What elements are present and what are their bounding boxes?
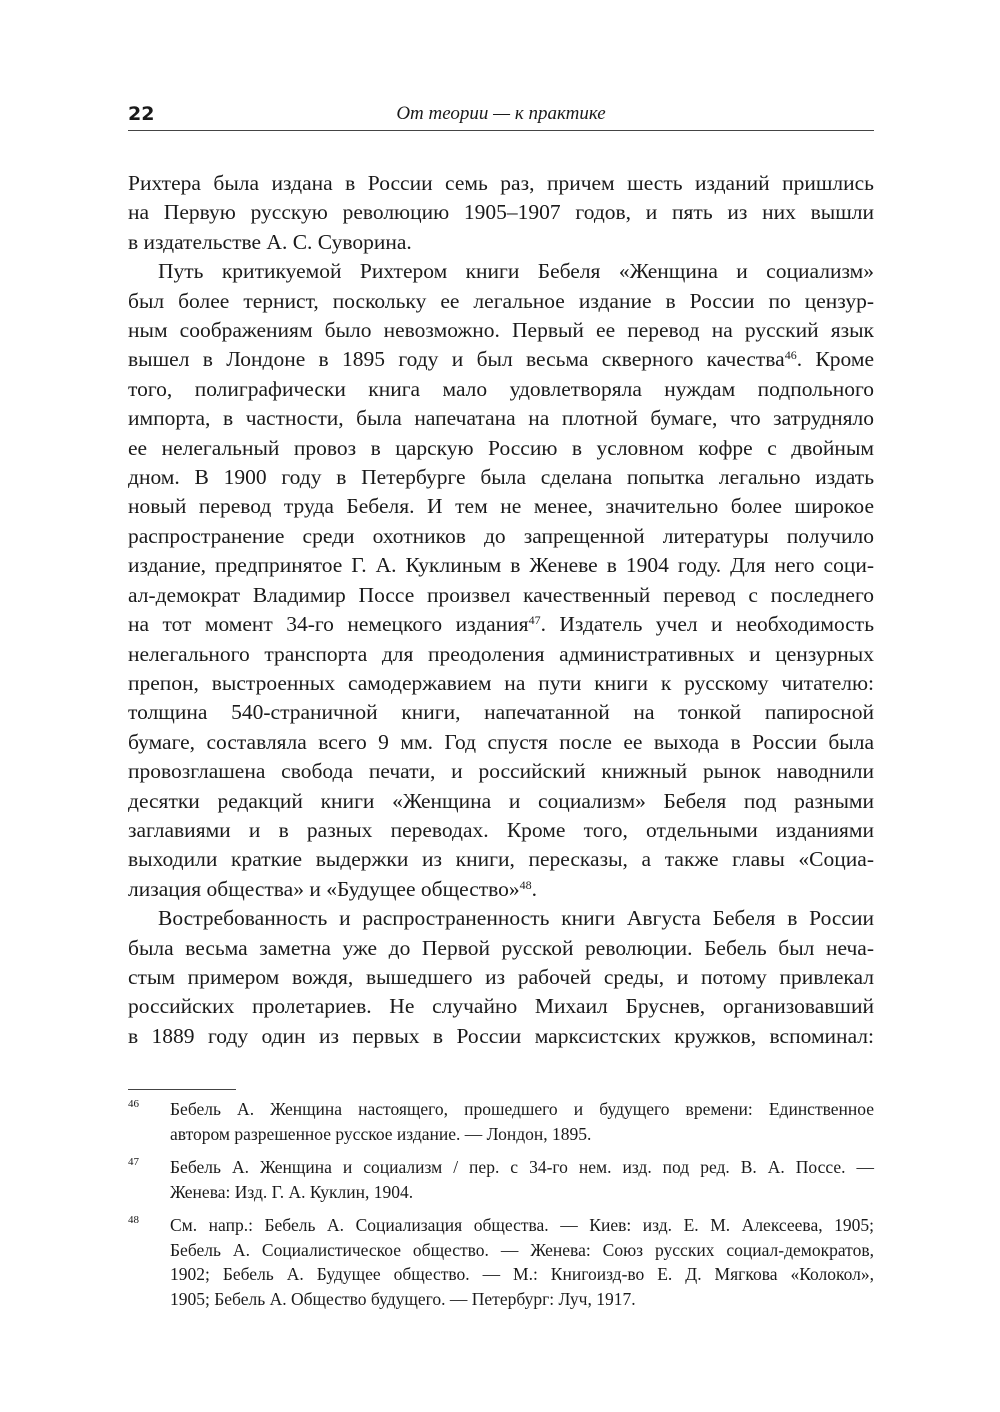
footnote-47 — [128, 1155, 874, 1204]
text-line: Путь критикуемой Рихтером книги Бебеля «Женщина и социализм» — [158, 259, 874, 284]
running-head — [128, 100, 874, 128]
text-line: бумаге, составляла всего 9 мм. Год спустя после ее выхода в России была — [128, 729, 874, 754]
footnote-line: Бебель А. Женщина и социализм / пер. с 34-го нем. изд. под ред. В. А. Поссе. — — [170, 1157, 874, 1177]
text-line: российских пролетариев. Не случайно Михаил Бруснев, организовавший — [128, 994, 874, 1019]
text-line: импорта, в частности, была напечатана на плотной бумаге, что затрудняло — [128, 406, 874, 431]
paragraph-1 — [128, 169, 874, 257]
text-line: десятки редакций книги «Женщина и социализм» Бебеля под разными — [128, 788, 874, 813]
footnote-line: Женева: Изд. Г. А. Куклин, 1904. — [170, 1181, 414, 1202]
paragraph-2 — [128, 257, 874, 904]
footnote-number: 47 — [128, 1156, 139, 1168]
text-line: стым примером вождя, вышедшего из рабочей среды, и потому привлекал — [128, 964, 874, 989]
text-fragment: . Издатель учел и необходимость — [540, 612, 874, 637]
text-line: на Первую русскую революцию 1905–1907 годов, и пять из них вышли — [128, 200, 874, 225]
text-fragment: вышел в Лондоне в 1895 году и был весьма скверного качества — [128, 347, 785, 372]
text-line — [128, 345, 874, 374]
header-rule — [128, 130, 874, 131]
footnote-line: 1905; Бебель А. Общество будущего. — Петербург: Луч, 1917. — [170, 1288, 636, 1309]
text-line: распространение среди охотников до запрещенной литературы получило — [128, 523, 874, 548]
footnote-line: См. напр.: Бебель А. Социализация общества. — Киев: изд. Е. М. Алексеева, 1905; — [170, 1215, 874, 1235]
footnote-line: Бебель А. Социалистическое общество. — Женева: Союз русских социал-демократов, — [170, 1239, 874, 1260]
page-number: 22 — [128, 103, 155, 125]
footnote-number: 46 — [128, 1098, 139, 1110]
text-line: толщина 540-страничной книги, напечатанной на тонкой папиросной — [128, 700, 874, 725]
footnote-line: 1902; Бебель А. Будущее общество. — М.: Книгоизд-во Е. Д. Мягкова «Колокол», — [170, 1264, 874, 1284]
footnotes — [128, 1097, 874, 1320]
text-line: ал-демократ Владимир Поссе произвел качественный перевод с последнего — [128, 582, 874, 607]
paragraph-3 — [128, 904, 874, 1051]
text-line — [128, 610, 874, 639]
text-line: в 1889 году один из первых в России марксистских кружков, вспоминал: — [128, 1023, 874, 1048]
text-line: того, полиграфически книга мало удовлетворяла нуждам подпольного — [128, 376, 874, 401]
text-fragment: . — [531, 876, 538, 901]
footnote-48 — [128, 1213, 874, 1311]
text-line: был более тернист, поскольку ее легальное издание в России по цензур- — [128, 288, 874, 313]
text-line: ным соображениям было невозможно. Первый ее перевод на русский язык — [128, 318, 874, 343]
text-line: провозглашена свобода печати, и российский книжный рынок наводнили — [128, 759, 874, 784]
footnote-46 — [128, 1097, 874, 1146]
text-line: новый перевод труда Бебеля. И тем не менее, значительно более широкое — [128, 494, 874, 519]
footnote-line: автором разрешенное русское издание. — Лондон, 1895. — [170, 1123, 592, 1144]
text-line: Рихтера была издана в России семь раз, причем шесть изданий пришлись — [128, 171, 874, 195]
main-text — [128, 169, 874, 1051]
text-line: издание, предпринятое Г. А. Куклиным в Женеве в 1904 году. Для него соци- — [128, 553, 874, 578]
text-fragment: . Кроме — [796, 347, 874, 372]
footnote-number: 48 — [128, 1214, 139, 1226]
footnote-line: Бебель А. Женщина настоящего, прошедшего и будущего времени: Единственное — [170, 1099, 874, 1119]
footnote-separator — [128, 1089, 236, 1090]
text-fragment: лизация общества» и «Будущее общество» — [128, 876, 520, 901]
footnote-ref-48[interactable]: 48 — [519, 877, 532, 892]
text-line: нелегального транспорта для преодоления административных и цензурных — [128, 641, 874, 666]
text-line: заглавиями и в разных переводах. Кроме того, отдельными изданиями — [128, 817, 874, 842]
text-line: в издательстве А. С. Суворина. — [128, 229, 412, 254]
text-line — [128, 875, 874, 904]
text-line: препон, выстроенных самодержавием на пути книги к русскому читателю: — [128, 670, 874, 695]
text-line: была весьма заметна уже до Первой русской революции. Бебель был нечa- — [128, 935, 874, 960]
running-title: От теории — к практике — [396, 103, 606, 124]
text-line: дном. В 1900 году в Петербурге была сделана попытка легально издать — [128, 465, 874, 490]
text-line: выходили краткие выдержки из книги, пересказы, а также главы «Социа- — [128, 847, 874, 872]
text-line: ее нелегальный провоз в царскую Россию в условном кофре с двойным — [128, 435, 874, 460]
text-fragment: на тот момент 34-го немецкого издания — [128, 612, 529, 637]
footnote-ref-46[interactable]: 46 — [784, 348, 797, 363]
text-line: Востребованность и распространенность книги Августа Бебеля в России — [158, 906, 874, 931]
footnote-ref-47[interactable]: 47 — [528, 613, 541, 628]
